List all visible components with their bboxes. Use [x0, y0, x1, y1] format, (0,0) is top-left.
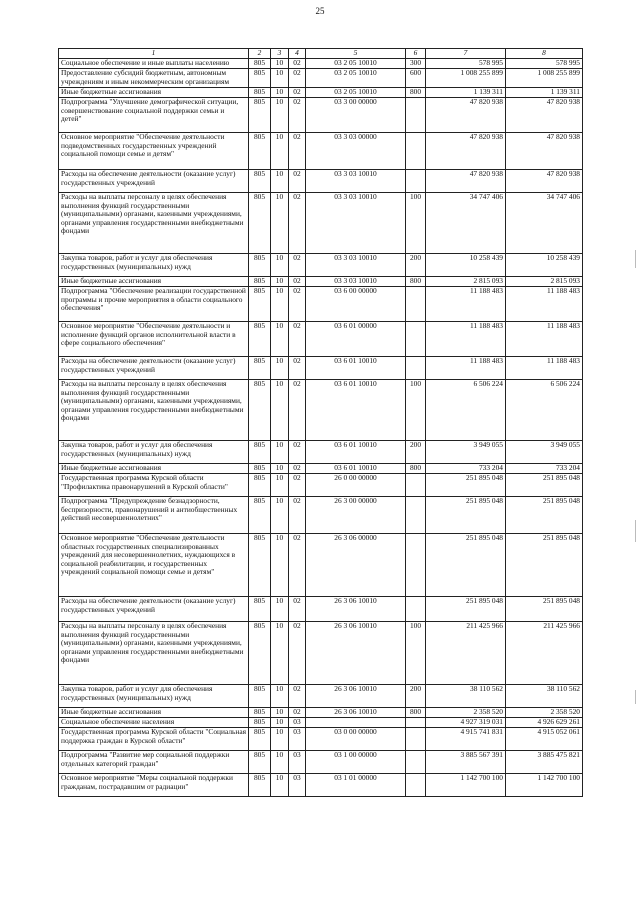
table-row — [59, 287, 583, 322]
row-subsection-code: 03 — [289, 718, 306, 728]
row-amount-2: 1 142 700 100 — [506, 774, 583, 797]
row-expense-type — [406, 751, 426, 774]
row-section-code: 10 — [271, 685, 289, 708]
table-row — [59, 622, 583, 685]
column-header: 2 — [249, 49, 271, 59]
row-section-code: 10 — [271, 751, 289, 774]
row-subsection-code: 02 — [289, 193, 306, 254]
row-expense-type: 600 — [406, 69, 426, 88]
row-amount-1: 251 895 048 — [426, 597, 506, 622]
row-name: Расходы на выплаты персоналу в целях обеспечения выполнения функций государственными (муниципальными) органами, казенными учреждениями, органами управления государственными внебюджетными фондами — [59, 193, 249, 254]
row-name: Предоставление субсидий бюджетным, автономным учреждениям и иным некоммерческим организациям — [59, 69, 249, 88]
row-amount-1: 578 995 — [426, 59, 506, 69]
row-target-article: 03 3 03 10010 — [306, 277, 406, 287]
row-name: Основное мероприятие "Обеспечение деятельности и исполнение функций органов исполнительной власти в сфере социального обеспечения" — [59, 322, 249, 357]
row-grbs-code: 805 — [249, 718, 271, 728]
table-row — [59, 474, 583, 497]
row-grbs-code: 805 — [249, 59, 271, 69]
row-amount-2: 47 820 938 — [506, 133, 583, 170]
row-name: Расходы на выплаты персоналу в целях обеспечения выполнения функций государственными (муниципальными) органами, казенными учреждениями, органами управления государственными внебюджетными фондами — [59, 380, 249, 441]
row-amount-2: 11 188 483 — [506, 357, 583, 380]
row-target-article: 26 3 06 10010 — [306, 597, 406, 622]
table-row — [59, 193, 583, 254]
column-header: 6 — [406, 49, 426, 59]
margin-mark — [635, 520, 636, 542]
row-section-code: 10 — [271, 474, 289, 497]
row-target-article: 26 3 00 00000 — [306, 497, 406, 534]
row-grbs-code: 805 — [249, 497, 271, 534]
row-amount-2: 10 258 439 — [506, 254, 583, 277]
row-name: Основное мероприятие "Меры социальной поддержки гражданам, пострадавшим от радиации" — [59, 774, 249, 797]
row-name: Социальное обеспечение и иные выплаты населению — [59, 59, 249, 69]
row-target-article: 03 3 03 10010 — [306, 254, 406, 277]
row-amount-1: 11 188 483 — [426, 357, 506, 380]
row-subsection-code: 02 — [289, 287, 306, 322]
row-amount-2: 2 358 520 — [506, 708, 583, 718]
row-expense-type — [406, 357, 426, 380]
row-target-article: 03 6 01 10010 — [306, 380, 406, 441]
row-target-article: 03 6 00 00000 — [306, 287, 406, 322]
row-amount-2: 211 425 966 — [506, 622, 583, 685]
row-grbs-code: 805 — [249, 474, 271, 497]
row-amount-2: 4 926 629 261 — [506, 718, 583, 728]
row-amount-1: 11 188 483 — [426, 287, 506, 322]
row-subsection-code: 02 — [289, 357, 306, 380]
row-expense-type — [406, 133, 426, 170]
row-grbs-code: 805 — [249, 322, 271, 357]
row-expense-type — [406, 534, 426, 597]
row-name: Иные бюджетные ассигнования — [59, 277, 249, 287]
row-amount-1: 10 258 439 — [426, 254, 506, 277]
row-grbs-code: 805 — [249, 88, 271, 98]
row-subsection-code: 03 — [289, 728, 306, 751]
budget-table — [58, 48, 583, 797]
row-amount-1: 733 204 — [426, 464, 506, 474]
row-name: Государственная программа Курской области "Социальная поддержка граждан в Курской области" — [59, 728, 249, 751]
row-grbs-code: 805 — [249, 254, 271, 277]
row-target-article: 03 6 01 10010 — [306, 441, 406, 464]
row-expense-type: 300 — [406, 59, 426, 69]
row-grbs-code: 805 — [249, 277, 271, 287]
row-section-code: 10 — [271, 357, 289, 380]
row-subsection-code: 02 — [289, 474, 306, 497]
row-amount-2: 1 008 255 899 — [506, 69, 583, 88]
row-expense-type: 100 — [406, 193, 426, 254]
row-amount-1: 2 815 093 — [426, 277, 506, 287]
row-subsection-code: 02 — [289, 98, 306, 133]
row-subsection-code: 02 — [289, 133, 306, 170]
row-name: Подпрограмма "Обеспечение реализации государственной программы и прочие мероприятия в области социального обеспечения" — [59, 287, 249, 322]
row-amount-2: 3 949 055 — [506, 441, 583, 464]
row-target-article: 03 3 03 00000 — [306, 133, 406, 170]
table-row — [59, 322, 583, 357]
row-section-code: 10 — [271, 718, 289, 728]
row-expense-type — [406, 728, 426, 751]
row-amount-2: 733 204 — [506, 464, 583, 474]
row-grbs-code: 805 — [249, 685, 271, 708]
row-expense-type: 100 — [406, 380, 426, 441]
row-name: Подпрограмма "Развитие мер социальной поддержки отдельных категорий граждан" — [59, 751, 249, 774]
row-expense-type: 800 — [406, 464, 426, 474]
row-amount-1: 251 895 048 — [426, 474, 506, 497]
row-amount-1: 251 895 048 — [426, 534, 506, 597]
row-grbs-code: 805 — [249, 774, 271, 797]
row-name: Подпрограмма "Улучшение демографической ситуации, совершенствование социальной поддержки семьи и детей" — [59, 98, 249, 133]
table-row — [59, 728, 583, 751]
row-section-code: 10 — [271, 622, 289, 685]
row-amount-1: 11 188 483 — [426, 322, 506, 357]
row-target-article: 26 3 06 10010 — [306, 685, 406, 708]
row-section-code: 10 — [271, 708, 289, 718]
row-grbs-code: 805 — [249, 170, 271, 193]
row-section-code: 10 — [271, 193, 289, 254]
row-name: Основное мероприятие "Обеспечение деятельности подведомственных государственных учреждений социальной помощи семье и детям" — [59, 133, 249, 170]
row-target-article: 26 3 06 10010 — [306, 708, 406, 718]
row-name: Иные бюджетные ассигнования — [59, 464, 249, 474]
table-row — [59, 133, 583, 170]
table-row — [59, 88, 583, 98]
row-amount-1: 1 008 255 899 — [426, 69, 506, 88]
row-subsection-code: 02 — [289, 170, 306, 193]
row-subsection-code: 03 — [289, 751, 306, 774]
row-target-article — [306, 718, 406, 728]
table-row — [59, 98, 583, 133]
column-header: 4 — [289, 49, 306, 59]
row-amount-1: 3 885 567 391 — [426, 751, 506, 774]
column-number-row — [59, 49, 583, 59]
table-row — [59, 170, 583, 193]
row-subsection-code: 02 — [289, 59, 306, 69]
table-row — [59, 534, 583, 597]
row-amount-2: 3 885 475 821 — [506, 751, 583, 774]
row-amount-2: 38 110 562 — [506, 685, 583, 708]
row-amount-2: 251 895 048 — [506, 597, 583, 622]
row-name: Иные бюджетные ассигнования — [59, 88, 249, 98]
row-name: Расходы на обеспечение деятельности (оказание услуг) государственных учреждений — [59, 357, 249, 380]
column-header: 1 — [59, 49, 249, 59]
row-subsection-code: 02 — [289, 88, 306, 98]
row-target-article: 03 2 05 10010 — [306, 88, 406, 98]
row-section-code: 10 — [271, 69, 289, 88]
row-target-article: 03 1 01 00000 — [306, 774, 406, 797]
margin-mark — [635, 690, 636, 704]
row-amount-1: 38 110 562 — [426, 685, 506, 708]
row-expense-type: 800 — [406, 88, 426, 98]
row-target-article: 03 3 00 00000 — [306, 98, 406, 133]
row-subsection-code: 02 — [289, 597, 306, 622]
row-section-code: 10 — [271, 287, 289, 322]
row-amount-2: 251 895 048 — [506, 474, 583, 497]
row-grbs-code: 805 — [249, 751, 271, 774]
row-grbs-code: 805 — [249, 464, 271, 474]
table-row — [59, 464, 583, 474]
table-row — [59, 357, 583, 380]
row-grbs-code: 805 — [249, 534, 271, 597]
row-section-code: 10 — [271, 774, 289, 797]
row-name: Закупка товаров, работ и услуг для обеспечения государственных (муниципальных) нужд — [59, 685, 249, 708]
row-amount-2: 578 995 — [506, 59, 583, 69]
row-subsection-code: 02 — [289, 380, 306, 441]
row-target-article: 03 1 00 00000 — [306, 751, 406, 774]
row-grbs-code: 805 — [249, 622, 271, 685]
row-subsection-code: 02 — [289, 254, 306, 277]
table-row — [59, 685, 583, 708]
row-amount-1: 1 139 311 — [426, 88, 506, 98]
row-amount-2: 2 815 093 — [506, 277, 583, 287]
row-expense-type — [406, 474, 426, 497]
row-grbs-code: 805 — [249, 69, 271, 88]
table-row — [59, 69, 583, 88]
row-amount-1: 1 142 700 100 — [426, 774, 506, 797]
row-amount-1: 3 949 055 — [426, 441, 506, 464]
row-target-article: 03 3 03 10010 — [306, 193, 406, 254]
row-amount-2: 11 188 483 — [506, 287, 583, 322]
row-expense-type — [406, 98, 426, 133]
row-expense-type — [406, 287, 426, 322]
row-section-code: 10 — [271, 497, 289, 534]
row-amount-2: 1 139 311 — [506, 88, 583, 98]
row-target-article: 03 6 01 10010 — [306, 357, 406, 380]
row-name: Расходы на обеспечение деятельности (оказание услуг) государственных учреждений — [59, 170, 249, 193]
row-amount-2: 6 506 224 — [506, 380, 583, 441]
row-amount-2: 47 820 938 — [506, 98, 583, 133]
row-section-code: 10 — [271, 464, 289, 474]
row-subsection-code: 02 — [289, 622, 306, 685]
row-expense-type — [406, 322, 426, 357]
row-expense-type: 800 — [406, 708, 426, 718]
table-row — [59, 254, 583, 277]
row-name: Иные бюджетные ассигнования — [59, 708, 249, 718]
row-grbs-code: 805 — [249, 287, 271, 322]
row-amount-1: 47 820 938 — [426, 98, 506, 133]
row-name: Государственная программа Курской области "Профилактика правонарушений в Курской области" — [59, 474, 249, 497]
row-name: Подпрограмма "Предупреждение безнадзорности, беспризорности, правонарушений и антиобщественных действий несовершеннолетних" — [59, 497, 249, 534]
table-row — [59, 751, 583, 774]
row-section-code: 10 — [271, 322, 289, 357]
row-name: Основное мероприятие "Обеспечение деятельности областных государственных специализированных учреждений для несовершеннолетних, нуждающихся в социальной реабилитации, и государственных учреждений социальной помощи семье и детям" — [59, 534, 249, 597]
margin-mark — [635, 250, 636, 268]
row-section-code: 10 — [271, 597, 289, 622]
row-subsection-code: 02 — [289, 441, 306, 464]
row-section-code: 10 — [271, 59, 289, 69]
row-target-article: 26 3 06 10010 — [306, 622, 406, 685]
row-amount-2: 251 895 048 — [506, 497, 583, 534]
row-amount-1: 251 895 048 — [426, 497, 506, 534]
row-expense-type: 800 — [406, 277, 426, 287]
row-amount-1: 47 820 938 — [426, 133, 506, 170]
row-subsection-code: 02 — [289, 497, 306, 534]
row-grbs-code: 805 — [249, 380, 271, 441]
column-header: 3 — [271, 49, 289, 59]
row-amount-1: 47 820 938 — [426, 170, 506, 193]
row-target-article: 26 0 00 00000 — [306, 474, 406, 497]
table-row — [59, 277, 583, 287]
row-name: Закупка товаров, работ и услуг для обеспечения государственных (муниципальных) нужд — [59, 441, 249, 464]
table-row — [59, 380, 583, 441]
row-amount-1: 34 747 406 — [426, 193, 506, 254]
row-target-article: 03 2 05 10010 — [306, 69, 406, 88]
row-subsection-code: 02 — [289, 534, 306, 597]
row-grbs-code: 805 — [249, 597, 271, 622]
row-grbs-code: 805 — [249, 98, 271, 133]
row-subsection-code: 02 — [289, 464, 306, 474]
row-target-article: 26 3 06 00000 — [306, 534, 406, 597]
row-target-article: 03 6 01 10010 — [306, 464, 406, 474]
row-subsection-code: 02 — [289, 322, 306, 357]
row-subsection-code: 02 — [289, 708, 306, 718]
row-target-article: 03 3 03 10010 — [306, 170, 406, 193]
row-amount-1: 2 358 520 — [426, 708, 506, 718]
row-subsection-code: 02 — [289, 69, 306, 88]
row-name: Расходы на обеспечение деятельности (оказание услуг) государственных учреждений — [59, 597, 249, 622]
table-row — [59, 497, 583, 534]
row-expense-type — [406, 718, 426, 728]
row-section-code: 10 — [271, 170, 289, 193]
row-grbs-code: 805 — [249, 441, 271, 464]
row-section-code: 10 — [271, 277, 289, 287]
column-header: 8 — [506, 49, 583, 59]
row-name: Закупка товаров, работ и услуг для обеспечения государственных (муниципальных) нужд — [59, 254, 249, 277]
row-section-code: 10 — [271, 534, 289, 597]
row-amount-1: 6 506 224 — [426, 380, 506, 441]
row-expense-type — [406, 170, 426, 193]
row-target-article: 03 6 01 00000 — [306, 322, 406, 357]
row-amount-1: 4 915 741 831 — [426, 728, 506, 751]
row-grbs-code: 805 — [249, 708, 271, 718]
row-amount-1: 211 425 966 — [426, 622, 506, 685]
table-row — [59, 718, 583, 728]
table-row — [59, 59, 583, 69]
row-grbs-code: 805 — [249, 193, 271, 254]
row-section-code: 10 — [271, 380, 289, 441]
row-expense-type: 200 — [406, 254, 426, 277]
row-expense-type: 100 — [406, 622, 426, 685]
row-expense-type — [406, 774, 426, 797]
row-subsection-code: 03 — [289, 774, 306, 797]
row-grbs-code: 805 — [249, 133, 271, 170]
row-amount-1: 4 927 319 031 — [426, 718, 506, 728]
page-number: 25 — [315, 6, 325, 16]
row-expense-type: 200 — [406, 685, 426, 708]
row-section-code: 10 — [271, 88, 289, 98]
row-amount-2: 4 915 052 061 — [506, 728, 583, 751]
table-row — [59, 441, 583, 464]
row-grbs-code: 805 — [249, 357, 271, 380]
table-row — [59, 774, 583, 797]
row-grbs-code: 805 — [249, 728, 271, 751]
row-amount-2: 34 747 406 — [506, 193, 583, 254]
row-amount-2: 47 820 938 — [506, 170, 583, 193]
row-target-article: 03 2 05 10010 — [306, 59, 406, 69]
row-name: Расходы на выплаты персоналу в целях обеспечения выполнения функций государственными (муниципальными) органами, казенными учреждениями, органами управления государственными внебюджетными фондами — [59, 622, 249, 685]
row-section-code: 10 — [271, 441, 289, 464]
row-expense-type: 200 — [406, 441, 426, 464]
row-amount-2: 11 188 483 — [506, 322, 583, 357]
row-subsection-code: 02 — [289, 685, 306, 708]
row-target-article: 03 0 00 00000 — [306, 728, 406, 751]
column-header: 5 — [306, 49, 406, 59]
row-subsection-code: 02 — [289, 277, 306, 287]
table-row — [59, 597, 583, 622]
row-expense-type — [406, 597, 426, 622]
table-row — [59, 708, 583, 718]
row-amount-2: 251 895 048 — [506, 534, 583, 597]
row-section-code: 10 — [271, 98, 289, 133]
row-expense-type — [406, 497, 426, 534]
row-name: Социальное обеспечение населения — [59, 718, 249, 728]
row-section-code: 10 — [271, 133, 289, 170]
column-header: 7 — [426, 49, 506, 59]
row-section-code: 10 — [271, 728, 289, 751]
row-section-code: 10 — [271, 254, 289, 277]
